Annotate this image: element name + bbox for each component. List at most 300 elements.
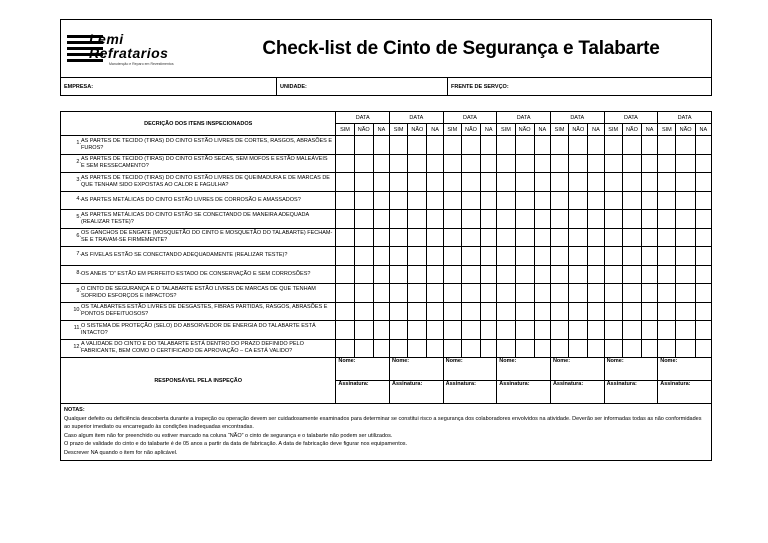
answer-cell-na[interactable]: [588, 136, 604, 155]
answer-cell-nao[interactable]: [676, 284, 695, 303]
answer-cell-nao[interactable]: [461, 302, 480, 321]
answer-cell-sim[interactable]: [658, 265, 676, 284]
answer-cell-nao[interactable]: [408, 173, 427, 192]
answer-cell-sim[interactable]: [604, 210, 622, 229]
answer-cell-na[interactable]: [481, 302, 497, 321]
answer-cell-nao[interactable]: [354, 284, 373, 303]
answer-cell-nao[interactable]: [622, 284, 641, 303]
answer-cell-na[interactable]: [427, 173, 443, 192]
answer-header-sim: SIM: [658, 124, 676, 136]
answer-cell-na[interactable]: [642, 302, 658, 321]
answer-cell-na[interactable]: [427, 265, 443, 284]
answer-cell-sim[interactable]: [604, 154, 622, 173]
answer-cell-na[interactable]: [481, 154, 497, 173]
answer-cell-nao[interactable]: [569, 228, 588, 247]
answer-cell-sim[interactable]: [658, 173, 676, 192]
answer-cell-sim[interactable]: [604, 339, 622, 358]
header-table: [60, 19, 712, 78]
answer-cell-nao[interactable]: [408, 210, 427, 229]
answer-cell-na[interactable]: [642, 265, 658, 284]
answer-cell-na[interactable]: [534, 173, 550, 192]
answer-cell-nao[interactable]: [676, 136, 695, 155]
answer-cell-sim[interactable]: [443, 173, 461, 192]
answer-cell-na[interactable]: [642, 247, 658, 266]
answer-cell-nao[interactable]: [408, 228, 427, 247]
answer-cell-nao[interactable]: [461, 173, 480, 192]
answer-cell-na[interactable]: [534, 321, 550, 340]
answer-cell-sim[interactable]: [390, 191, 408, 210]
answer-cell-sim[interactable]: [336, 136, 354, 155]
info-table: [60, 78, 712, 96]
answer-cell-nao[interactable]: [676, 339, 695, 358]
answer-cell-sim[interactable]: [443, 321, 461, 340]
answer-cell-nao[interactable]: [622, 321, 641, 340]
answer-header-sim: SIM: [497, 124, 515, 136]
answer-cell-sim[interactable]: [550, 228, 568, 247]
nome-field[interactable]: Nome:: [604, 358, 658, 381]
answer-cell-na[interactable]: [588, 321, 604, 340]
answer-cell-na[interactable]: [642, 284, 658, 303]
answer-cell-na[interactable]: [427, 339, 443, 358]
nome-field[interactable]: Nome:: [497, 358, 551, 381]
answer-cell-na[interactable]: [534, 284, 550, 303]
answer-cell-sim[interactable]: [550, 302, 568, 321]
answer-cell-sim[interactable]: [443, 339, 461, 358]
answer-cell-na[interactable]: [695, 321, 711, 340]
date-column-header[interactable]: DATA: [497, 112, 551, 124]
item-number: 3.: [76, 177, 81, 183]
answer-cell-sim[interactable]: [336, 265, 354, 284]
answer-cell-nao[interactable]: [569, 284, 588, 303]
answer-cell-na[interactable]: [588, 228, 604, 247]
answer-cell-na[interactable]: [534, 302, 550, 321]
answer-cell-na[interactable]: [534, 154, 550, 173]
answer-cell-na[interactable]: [373, 265, 389, 284]
answer-cell-nao[interactable]: [408, 191, 427, 210]
answer-cell-sim[interactable]: [497, 136, 515, 155]
answer-cell-nao[interactable]: [354, 228, 373, 247]
answer-cell-nao[interactable]: [515, 191, 534, 210]
notes-box: [60, 404, 712, 461]
answer-cell-na[interactable]: [534, 210, 550, 229]
answer-cell-na[interactable]: [695, 228, 711, 247]
answer-cell-sim[interactable]: [604, 265, 622, 284]
empresa-field[interactable]: EMPRESA:: [61, 78, 277, 96]
date-column-header[interactable]: DATA: [443, 112, 497, 124]
answer-cell-nao[interactable]: [622, 302, 641, 321]
answer-cell-nao[interactable]: [354, 136, 373, 155]
answer-cell-sim[interactable]: [336, 228, 354, 247]
answer-cell-sim[interactable]: [336, 191, 354, 210]
nome-field[interactable]: Nome:: [336, 358, 390, 381]
answer-cell-nao[interactable]: [354, 210, 373, 229]
answer-cell-sim[interactable]: [497, 339, 515, 358]
answer-cell-nao[interactable]: [408, 247, 427, 266]
item-text: OS GANCHOS DE ENGATE (MOSQUETÃO DO CINTO E MOSQUETÃO DO TALABARTE) FECHAM-SE E TRAVAM-SE FIRMEMENTE?: [81, 230, 333, 244]
answer-cell-nao[interactable]: [569, 302, 588, 321]
answer-cell-sim[interactable]: [604, 173, 622, 192]
answer-cell-sim[interactable]: [658, 228, 676, 247]
answer-cell-sim[interactable]: [336, 173, 354, 192]
answer-cell-nao[interactable]: [515, 321, 534, 340]
answer-header-na: NA: [373, 124, 389, 136]
answer-cell-nao[interactable]: [515, 339, 534, 358]
answer-cell-nao[interactable]: [408, 339, 427, 358]
answer-cell-nao[interactable]: [515, 247, 534, 266]
answer-cell-sim[interactable]: [443, 265, 461, 284]
answer-cell-sim[interactable]: [390, 247, 408, 266]
answer-cell-na[interactable]: [534, 228, 550, 247]
answer-cell-na[interactable]: [642, 321, 658, 340]
answer-cell-nao[interactable]: [461, 228, 480, 247]
nome-field[interactable]: Nome:: [443, 358, 497, 381]
answer-cell-sim[interactable]: [550, 210, 568, 229]
answer-cell-na[interactable]: [481, 339, 497, 358]
item-number: 10.: [73, 306, 81, 313]
answer-cell-nao[interactable]: [676, 154, 695, 173]
answer-cell-sim[interactable]: [550, 265, 568, 284]
answer-cell-sim[interactable]: [658, 210, 676, 229]
answer-cell-sim[interactable]: [390, 321, 408, 340]
answer-cell-nao[interactable]: [676, 247, 695, 266]
answer-cell-na[interactable]: [481, 136, 497, 155]
answer-cell-na[interactable]: [588, 339, 604, 358]
answer-cell-na[interactable]: [427, 154, 443, 173]
answer-cell-na[interactable]: [427, 247, 443, 266]
answer-cell-sim[interactable]: [497, 302, 515, 321]
answer-cell-nao[interactable]: [408, 154, 427, 173]
answer-cell-na[interactable]: [695, 284, 711, 303]
answer-cell-na[interactable]: [642, 191, 658, 210]
answer-cell-sim[interactable]: [658, 321, 676, 340]
answer-cell-nao[interactable]: [461, 284, 480, 303]
answer-cell-nao[interactable]: [408, 302, 427, 321]
answer-cell-na[interactable]: [588, 284, 604, 303]
answer-cell-sim[interactable]: [390, 154, 408, 173]
answer-cell-nao[interactable]: [408, 265, 427, 284]
answer-cell-nao[interactable]: [515, 154, 534, 173]
answer-cell-nao[interactable]: [622, 210, 641, 229]
answer-cell-nao[interactable]: [354, 339, 373, 358]
answer-cell-nao[interactable]: [622, 228, 641, 247]
answer-cell-nao[interactable]: [622, 136, 641, 155]
answer-cell-sim[interactable]: [550, 284, 568, 303]
answer-cell-sim[interactable]: [390, 136, 408, 155]
answer-cell-sim[interactable]: [497, 247, 515, 266]
answer-cell-na[interactable]: [373, 210, 389, 229]
assinatura-field[interactable]: Assinatura:: [604, 381, 658, 404]
answer-cell-nao[interactable]: [354, 191, 373, 210]
answer-cell-sim[interactable]: [336, 247, 354, 266]
answer-cell-sim[interactable]: [390, 284, 408, 303]
answer-cell-nao[interactable]: [354, 173, 373, 192]
answer-cell-nao[interactable]: [515, 210, 534, 229]
answer-cell-sim[interactable]: [658, 302, 676, 321]
answer-cell-sim[interactable]: [336, 154, 354, 173]
answer-cell-na[interactable]: [481, 228, 497, 247]
item-number: 8.: [76, 269, 81, 276]
item-number: 5.: [76, 214, 81, 220]
answer-cell-sim[interactable]: [658, 191, 676, 210]
answer-cell-sim[interactable]: [604, 302, 622, 321]
answer-cell-sim[interactable]: [336, 339, 354, 358]
answer-cell-na[interactable]: [534, 339, 550, 358]
frente-servico-field[interactable]: FRENTE DE SERVÇO:: [448, 78, 712, 96]
answer-cell-nao[interactable]: [569, 321, 588, 340]
answer-cell-nao[interactable]: [461, 154, 480, 173]
answer-cell-sim[interactable]: [604, 136, 622, 155]
answer-cell-na[interactable]: [534, 191, 550, 210]
answer-cell-nao[interactable]: [622, 247, 641, 266]
answer-cell-sim[interactable]: [443, 154, 461, 173]
answer-cell-nao[interactable]: [569, 173, 588, 192]
answer-cell-sim[interactable]: [390, 173, 408, 192]
answer-cell-sim[interactable]: [658, 284, 676, 303]
answer-cell-sim[interactable]: [550, 136, 568, 155]
item-text: OS ANEIS “D” ESTÃO EM PERFEITO ESTADO DE CONSERVAÇÃO E SEM CORROSÕES?: [81, 270, 311, 277]
answer-cell-nao[interactable]: [515, 228, 534, 247]
answer-cell-sim[interactable]: [550, 191, 568, 210]
answer-cell-nao[interactable]: [354, 154, 373, 173]
answer-cell-nao[interactable]: [569, 191, 588, 210]
answer-cell-sim[interactable]: [443, 284, 461, 303]
answer-cell-na[interactable]: [642, 228, 658, 247]
answer-cell-sim[interactable]: [550, 173, 568, 192]
answer-cell-na[interactable]: [481, 173, 497, 192]
answer-cell-na[interactable]: [373, 228, 389, 247]
answer-cell-na[interactable]: [588, 154, 604, 173]
logo-line2: Refratarios: [89, 44, 169, 61]
answer-cell-na[interactable]: [695, 339, 711, 358]
assinatura-field[interactable]: Assinatura:: [550, 381, 604, 404]
nome-field[interactable]: Nome:: [390, 358, 444, 381]
answer-cell-sim[interactable]: [550, 154, 568, 173]
answer-cell-nao[interactable]: [569, 265, 588, 284]
answer-cell-na[interactable]: [481, 265, 497, 284]
answer-cell-nao[interactable]: [622, 191, 641, 210]
answer-cell-sim[interactable]: [550, 247, 568, 266]
answer-cell-sim[interactable]: [390, 265, 408, 284]
answer-cell-na[interactable]: [642, 210, 658, 229]
assinatura-field[interactable]: Assinatura:: [658, 381, 712, 404]
answer-cell-sim[interactable]: [443, 302, 461, 321]
answer-cell-na[interactable]: [373, 136, 389, 155]
answer-cell-sim[interactable]: [497, 191, 515, 210]
answer-cell-na[interactable]: [695, 191, 711, 210]
answer-cell-nao[interactable]: [676, 302, 695, 321]
answer-cell-na[interactable]: [427, 136, 443, 155]
answer-cell-na[interactable]: [642, 339, 658, 358]
answer-cell-sim[interactable]: [604, 191, 622, 210]
answer-cell-sim[interactable]: [604, 321, 622, 340]
answer-cell-nao[interactable]: [676, 228, 695, 247]
answer-cell-na[interactable]: [534, 247, 550, 266]
answer-cell-na[interactable]: [588, 173, 604, 192]
item-text: A VALIDADE DO CINTO E DO TALABARTE ESTÁ DENTRO DO PRAZO DEFINIDO PELO FABRICANTE, BEM COMO O CERTIFICADO DE APROVAÇÃO – CA ESTÁ VALIDO?: [81, 341, 304, 355]
answer-cell-sim[interactable]: [497, 210, 515, 229]
answer-cell-nao[interactable]: [676, 265, 695, 284]
answer-cell-na[interactable]: [373, 191, 389, 210]
answer-cell-nao[interactable]: [676, 210, 695, 229]
answer-cell-sim[interactable]: [604, 247, 622, 266]
answer-cell-sim[interactable]: [658, 339, 676, 358]
answer-cell-sim[interactable]: [497, 284, 515, 303]
answer-cell-na[interactable]: [695, 302, 711, 321]
answer-cell-na[interactable]: [427, 210, 443, 229]
answer-cell-na[interactable]: [534, 136, 550, 155]
answer-cell-nao[interactable]: [515, 284, 534, 303]
answer-cell-na[interactable]: [427, 191, 443, 210]
answer-cell-nao[interactable]: [408, 284, 427, 303]
answer-cell-nao[interactable]: [461, 265, 480, 284]
answer-cell-nao[interactable]: [461, 339, 480, 358]
answer-cell-na[interactable]: [373, 154, 389, 173]
date-column-header[interactable]: DATA: [336, 112, 390, 124]
answer-cell-sim[interactable]: [658, 136, 676, 155]
answer-cell-na[interactable]: [427, 228, 443, 247]
answer-cell-sim[interactable]: [336, 321, 354, 340]
answer-cell-sim[interactable]: [550, 321, 568, 340]
answer-cell-sim[interactable]: [497, 173, 515, 192]
answer-cell-sim[interactable]: [443, 136, 461, 155]
answer-cell-nao[interactable]: [354, 247, 373, 266]
answer-cell-na[interactable]: [481, 191, 497, 210]
date-header-row: [61, 112, 712, 124]
answer-cell-nao[interactable]: [515, 173, 534, 192]
answer-cell-nao[interactable]: [461, 210, 480, 229]
checklist-sheet: [60, 19, 712, 461]
answer-cell-nao[interactable]: [676, 321, 695, 340]
answer-cell-nao[interactable]: [408, 136, 427, 155]
answer-cell-nao[interactable]: [676, 191, 695, 210]
answer-cell-sim[interactable]: [497, 154, 515, 173]
answer-cell-sim[interactable]: [497, 228, 515, 247]
answer-cell-na[interactable]: [695, 247, 711, 266]
answer-cell-na[interactable]: [534, 265, 550, 284]
nome-field[interactable]: Nome:: [550, 358, 604, 381]
answer-cell-nao[interactable]: [515, 265, 534, 284]
answer-cell-na[interactable]: [427, 302, 443, 321]
answer-cell-nao[interactable]: [569, 154, 588, 173]
answer-cell-sim[interactable]: [390, 228, 408, 247]
answer-cell-nao[interactable]: [408, 321, 427, 340]
answer-cell-nao[interactable]: [461, 191, 480, 210]
answer-cell-na[interactable]: [427, 284, 443, 303]
answer-header-nao: NÃO: [515, 124, 534, 136]
answer-cell-sim[interactable]: [390, 339, 408, 358]
answer-cell-sim[interactable]: [336, 302, 354, 321]
answer-cell-nao[interactable]: [354, 321, 373, 340]
answer-cell-nao[interactable]: [461, 321, 480, 340]
assinatura-field[interactable]: Assinatura:: [336, 381, 390, 404]
assinatura-field[interactable]: Assinatura:: [497, 381, 551, 404]
answer-cell-nao[interactable]: [569, 339, 588, 358]
item-number: 12.: [73, 343, 81, 350]
answer-cell-nao[interactable]: [676, 173, 695, 192]
answer-cell-nao[interactable]: [515, 136, 534, 155]
answer-header-sim: SIM: [550, 124, 568, 136]
answer-cell-na[interactable]: [695, 136, 711, 155]
answer-cell-na[interactable]: [373, 321, 389, 340]
answer-cell-nao[interactable]: [461, 136, 480, 155]
date-column-header[interactable]: DATA: [658, 112, 712, 124]
assinatura-field[interactable]: Assinatura:: [390, 381, 444, 404]
answer-cell-sim[interactable]: [336, 284, 354, 303]
answer-cell-nao[interactable]: [622, 339, 641, 358]
answer-cell-sim[interactable]: [497, 321, 515, 340]
answer-cell-na[interactable]: [695, 210, 711, 229]
answer-cell-na[interactable]: [588, 247, 604, 266]
answer-cell-na[interactable]: [373, 284, 389, 303]
notes-line: Caso algum item não for preenchido ou estiver marcado na coluna “NÃO” o cinto de segurança e o talabarte não podem ser utilizados.: [64, 432, 393, 439]
answer-cell-na[interactable]: [373, 173, 389, 192]
answer-cell-nao[interactable]: [354, 302, 373, 321]
answer-cell-nao[interactable]: [622, 154, 641, 173]
answer-cell-nao[interactable]: [569, 247, 588, 266]
answer-cell-sim[interactable]: [550, 339, 568, 358]
answer-cell-na[interactable]: [373, 339, 389, 358]
answer-cell-na[interactable]: [588, 265, 604, 284]
answer-cell-na[interactable]: [427, 321, 443, 340]
date-column-header[interactable]: DATA: [390, 112, 444, 124]
answer-cell-na[interactable]: [588, 191, 604, 210]
answer-cell-sim[interactable]: [336, 210, 354, 229]
answer-cell-na[interactable]: [695, 173, 711, 192]
answer-cell-sim[interactable]: [443, 210, 461, 229]
answer-cell-nao[interactable]: [515, 302, 534, 321]
answer-cell-nao[interactable]: [569, 136, 588, 155]
answer-cell-sim[interactable]: [658, 247, 676, 266]
answer-cell-na[interactable]: [642, 154, 658, 173]
answer-cell-nao[interactable]: [622, 173, 641, 192]
answer-cell-na[interactable]: [642, 136, 658, 155]
answer-cell-sim[interactable]: [604, 284, 622, 303]
answer-cell-sim[interactable]: [658, 154, 676, 173]
answer-cell-nao[interactable]: [622, 265, 641, 284]
answer-cell-nao[interactable]: [569, 210, 588, 229]
answer-cell-na[interactable]: [642, 173, 658, 192]
answer-cell-na[interactable]: [481, 247, 497, 266]
answer-cell-na[interactable]: [481, 210, 497, 229]
date-column-header[interactable]: DATA: [604, 112, 658, 124]
answer-cell-nao[interactable]: [461, 247, 480, 266]
answer-header-nao: NÃO: [569, 124, 588, 136]
answer-cell-sim[interactable]: [497, 265, 515, 284]
answer-cell-sim[interactable]: [390, 302, 408, 321]
answer-header-na: NA: [427, 124, 443, 136]
answer-cell-na[interactable]: [481, 321, 497, 340]
answer-cell-sim[interactable]: [604, 228, 622, 247]
answer-header-na: NA: [481, 124, 497, 136]
answer-cell-na[interactable]: [373, 302, 389, 321]
answer-cell-na[interactable]: [695, 265, 711, 284]
answer-cell-na[interactable]: [373, 247, 389, 266]
date-column-header[interactable]: DATA: [550, 112, 604, 124]
assinatura-field[interactable]: Assinatura:: [443, 381, 497, 404]
answer-cell-na[interactable]: [588, 302, 604, 321]
answer-cell-sim[interactable]: [443, 247, 461, 266]
answer-cell-sim[interactable]: [390, 210, 408, 229]
answer-cell-nao[interactable]: [354, 265, 373, 284]
answer-cell-na[interactable]: [588, 210, 604, 229]
nome-field[interactable]: Nome:: [658, 358, 712, 381]
answer-cell-na[interactable]: [695, 154, 711, 173]
unidade-field[interactable]: UNIDADE:: [277, 78, 448, 96]
answer-cell-na[interactable]: [481, 284, 497, 303]
item-text: AS PARTES DE TECIDO (TIRAS) DO CINTO ESTÃO LIVRES DE CORTES, RASGOS, ABRASÕES E FUROS?: [81, 137, 333, 151]
answer-cell-sim[interactable]: [443, 191, 461, 210]
answer-cell-sim[interactable]: [443, 228, 461, 247]
